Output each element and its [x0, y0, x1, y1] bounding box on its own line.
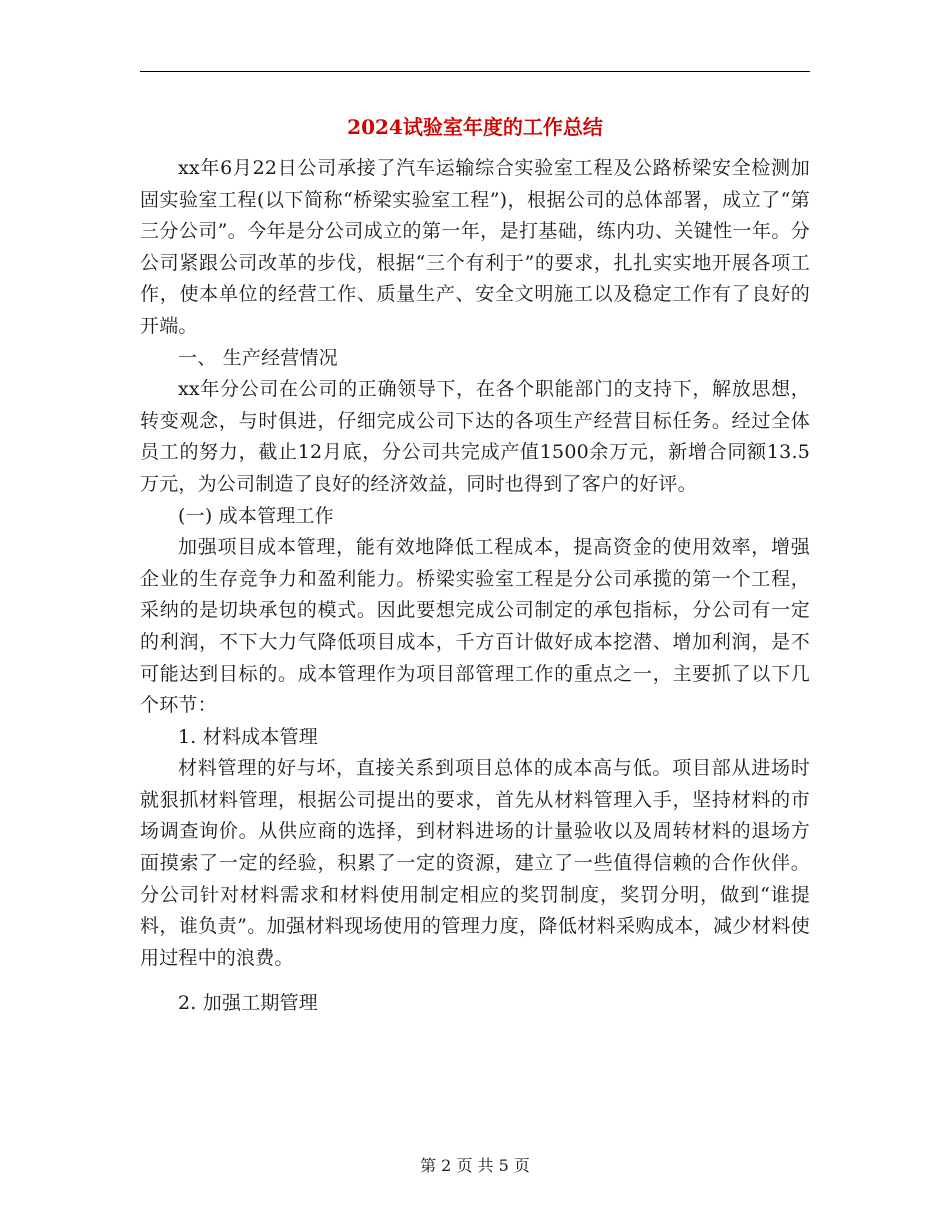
document-title: 2024试验室年度的工作总结 [347, 115, 603, 139]
item-heading-schedule: 2. 加强工期管理 [178, 992, 318, 1015]
document-body [140, 153, 810, 1020]
paragraph-intro: xx年6月22日公司承接了汽车运输综合实验室工程及公路桥梁安全检测加固实验室工程(以下简称“桥梁实验室工程”)，根据公司的总体部署，成立了“第三分公司”。今年是分公司成立的第一年，是打基础，练内功、关键性一年。分公司紧跟公司改革的步伐，根据“三个有利于”的要求，扎扎实实地开展各项工作，使本单位的经营工作、质量生产、安全文明施工以及稳定工作有了良好的开端。 [140, 157, 810, 337]
paragraph-cost: 加强项目成本管理，能有效地降低工程成本，提高资金的使用效率，增强企业的生存竞争力和盈利能力。桥梁实验室工程是分公司承揽的第一个工程，采纳的是切块承包的模式。因此要想完成公司制定的承包指标，分公司有一定的利润，不下大力气降低项目成本，千方百计做好成本挖潜、增加利润，是不可能达到目标的。成本管理作为项目部管理工作的重点之一，主要抓了以下几个环节： [140, 536, 810, 717]
subsection-heading-cost: (一) 成本管理工作 [178, 504, 334, 527]
section-heading-production: 一、 生产经营情况 [178, 346, 338, 369]
paragraph-material: 材料管理的好与坏，直接关系到项目总体的成本高与低。项目部从进场时就狠抓材料管理，根据公司提出的要求，首先从材料管理入手，坚持材料的市场调查询价。从供应商的选择，到材料进场的计量验收以及周转材料的退场方面摸索了一定的经验，积累了一定的资源，建立了一些值得信赖的合作伙伴。分公司针对材料需求和材料使用制定相应的奖罚制度，奖罚分明，做到“谁提料，谁负责”。加强材料现场使用的管理力度，降低材料采购成本，减少材料使用过程中的浪费。 [140, 757, 810, 969]
paragraph-production: xx年分公司在公司的正确领导下，在各个职能部门的支持下，解放思想，转变观念，与时俱进，仔细完成公司下达的各项生产经营目标任务。经过全体员工的努力，截止12月底，分公司共完成产值1500余万元，新增合同额13.5万元，为公司制造了良好的经济效益，同时也得到了客户的好评。 [140, 378, 810, 495]
header-rule [140, 71, 810, 72]
page-footer: 第 2 页 共 5 页 [420, 1156, 530, 1175]
item-heading-material: 1. 材料成本管理 [178, 725, 318, 748]
